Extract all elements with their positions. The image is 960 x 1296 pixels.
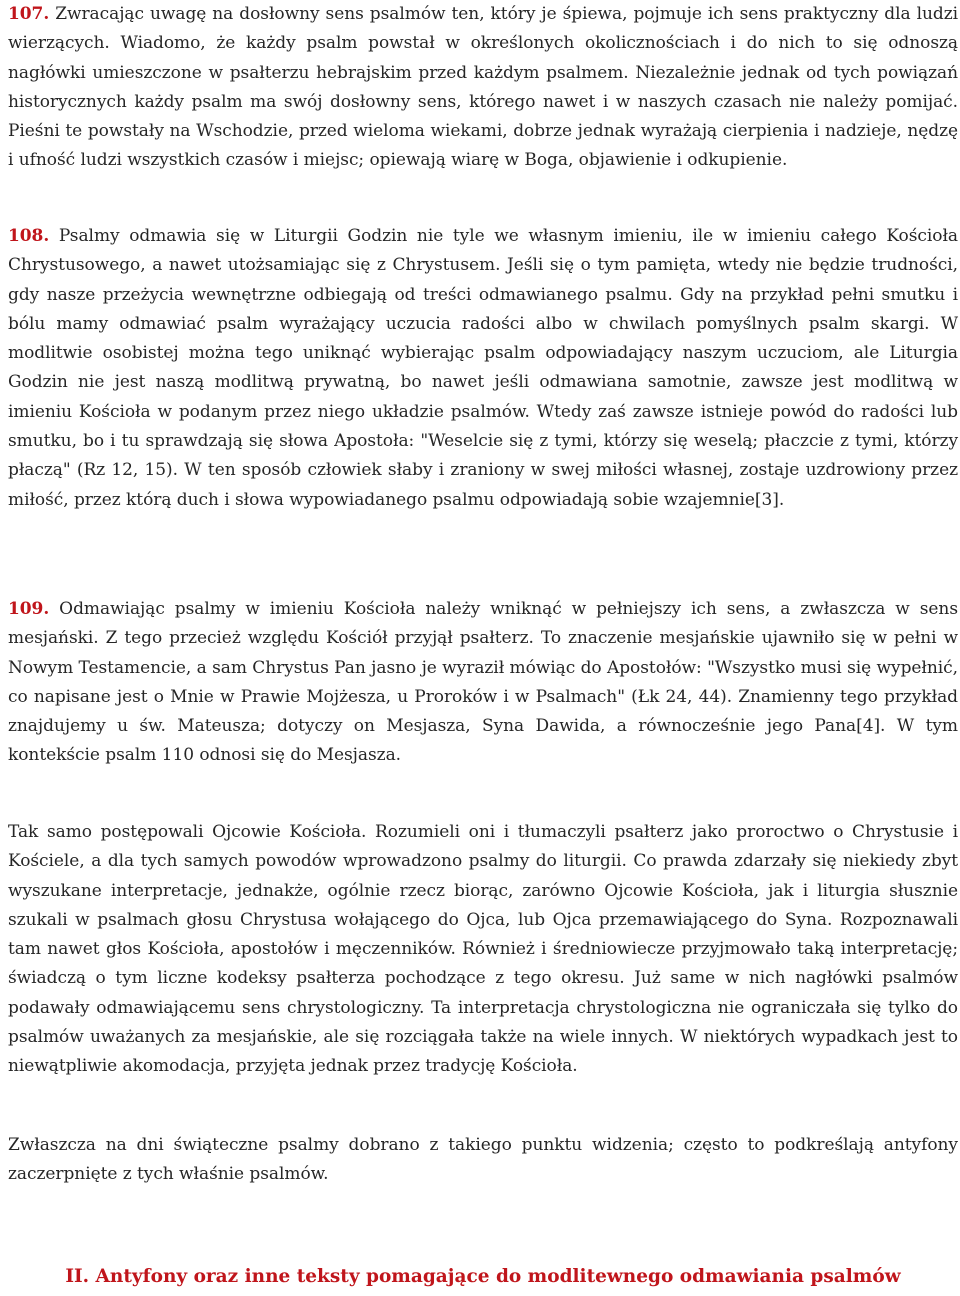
- paragraph-109: [8, 595, 958, 771]
- paragraph-feast-days: [8, 1131, 958, 1190]
- paragraph-text: Zwłaszcza na dni świąteczne psalmy dobrano z takiego punktu widzenia; często to podkreślają antyfony zaczerpnięte z tych właśnie psalmów.: [8, 1135, 958, 1185]
- paragraph-number: 107.: [8, 4, 50, 24]
- paragraph-text: Tak samo postępowali Ojcowie Kościoła. Rozumieli oni i tłumaczyli psałterz jako proroctwo o Chrystusie i Kościele, a dla tych samych powodów wprowadzono psalmy do liturgii. Co prawda zdarzały się niekiedy zbyt wyszukane interpretacje, jednakże, ogólnie rzecz biorąc, zarówno Ojcowie Kościoła, jak i liturgia słusznie szukali w psalmach głosu Chrystusa wołającego do Ojca, lub Ojca przemawiającego do Syna. Rozpoznawali tam nawet głos Kościoła, apostołów i męczenników. Również i średniowiecze przyjmowało taką interpretację; świadczą o tym liczne kodeksy psałterza pochodzące z tego okresu. Już same w nich nagłówki psalmów podawały odmawiającemu sens chrystologiczny. Ta interpretacja chrystologiczna nie ograniczała się tylko do psalmów uważanych za mesjańskie, ale się rozciągała także na wiele innych. W niektórych wypadkach jest to niewątpliwie akomodacja, przyjęta jednak przez tradycję Kościoła.: [8, 822, 958, 1077]
- paragraph-text: Odmawiając psalmy w imieniu Kościoła należy wniknąć w pełniejszy ich sens, a zwłaszcza w sens mesjański. Z tego przecież względu Kościół przyjął psałterz. To znaczenie mesjańskie ujawniło się w pełni w Nowym Testamencie, a sam Chrystus Pan jasno je wyraził mówiąc do Apostołów: "Wszystko musi się wypełnić, co napisane jest o Mnie w Prawie Mojżesza, u Proroków i w Psalmach" (Łk 24, 44). Znamienny tego przykład znajdujemy u św. Mateusza; dotyczy on Mesjasza, Syna Dawida, a równocześnie jego Pana[4]. W tym kontekście psalm 110 odnosi się do Mesjasza.: [8, 599, 958, 766]
- paragraph-text: Zwracając uwagę na dosłowny sens psalmów ten, który je śpiewa, pojmuje ich sens praktyczny dla ludzi wierzących. Wiadomo, że każdy psalm powstał w określonych okolicznościach i do nich to się odnoszą nagłówki umieszczone w psałterzu hebrajskim przed każdym psalmem. Niezależnie jednak od tych powiązań historycznych każdy psalm ma swój dosłowny sens, którego nawet i w naszych czasach nie należy pomijać. Pieśni te powstały na Wschodzie, przed wieloma wiekami, dobrze jednak wyrażają cierpienia i nadzieje, nędzę i ufność ludzi wszystkich czasów i miejsc; opiewają wiarę w Boga, objawienie i odkupienie.: [8, 4, 958, 171]
- paragraph-108: [8, 222, 958, 515]
- section-heading: II. Antyfony oraz inne teksty pomagające do modlitewnego odmawiania psalmów: [65, 1266, 901, 1287]
- paragraph-text: Psalmy odmawia się w Liturgii Godzin nie tyle we własnym imieniu, ile w imieniu całego Kościoła Chrystusowego, a nawet utożsamiając się z Chrystusem. Jeśli się o tym pamięta, wtedy nie będzie trudności, gdy nasze przeżycia wewnętrzne odbiegają od treści odmawianego psalmu. Gdy na przykład pełni smutku i bólu mamy odmawiać psalm wyrażający uczucia radości albo w chwilach pomyślnych psalm skargi. W modlitwie osobistej można tego uniknąć wybierając psalm odpowiadający naszym uczuciom, ale Liturgia Godzin nie jest naszą modlitwą prywatną, bo nawet jeśli odmawiana samotnie, zawsze jest modlitwą w imieniu Kościoła w podanym przez niego układzie psalmów. Wtedy zaś zawsze istnieje powód do radości lub smutku, bo i tu sprawdzają się słowa Apostoła: "Weselcie się z tymi, którzy się weselą; płaczcie z tymi, którzy płaczą" (Rz 12, 15). W ten sposób człowiek słaby i zraniony w swej miłości własnej, zostaje uzdrowiony przez miłość, przez którą duch i słowa wypowiadanego psalmu odpowiadają sobie wzajemnie[3].: [8, 226, 958, 510]
- paragraph-church-fathers: [8, 818, 958, 1082]
- paragraph-number: 108.: [8, 226, 50, 246]
- paragraph-107: [8, 0, 958, 176]
- paragraph-number: 109.: [8, 599, 50, 619]
